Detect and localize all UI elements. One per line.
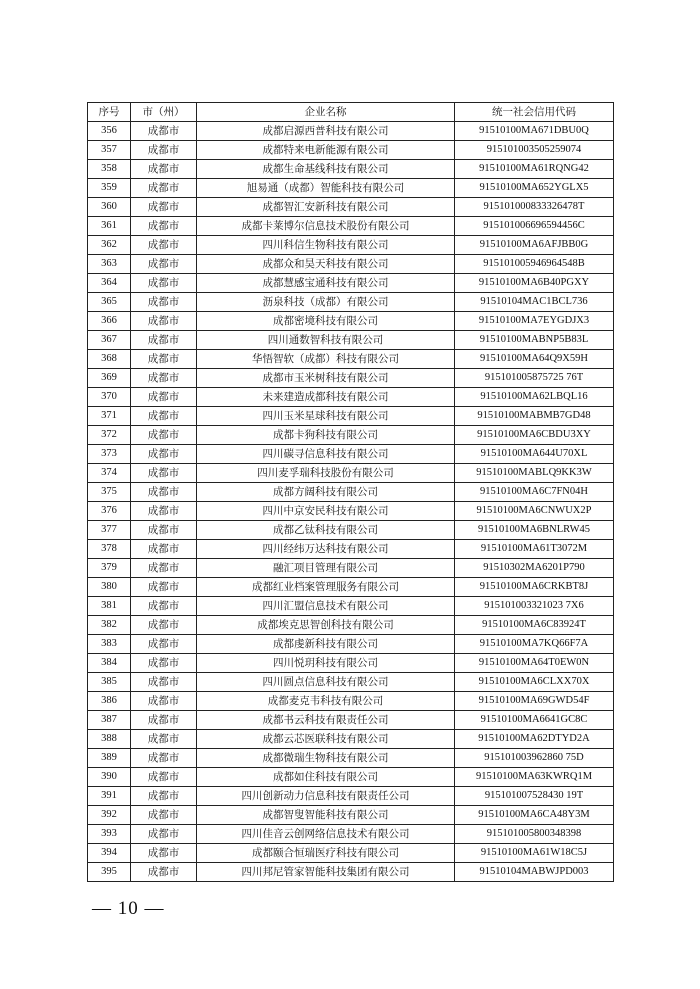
row-seq: 392 (88, 806, 131, 825)
row-company-name: 成都颐合恒瑞医疗科技有限公司 (197, 844, 455, 863)
row-city: 成都市 (131, 483, 197, 502)
row-city: 成都市 (131, 730, 197, 749)
row-seq: 393 (88, 825, 131, 844)
table-row (88, 426, 614, 445)
row-credit-code: 91510100MA6CLXX70X (455, 673, 614, 692)
row-seq: 394 (88, 844, 131, 863)
row-city: 成都市 (131, 407, 197, 426)
table-row (88, 730, 614, 749)
table-row (88, 654, 614, 673)
row-seq: 379 (88, 559, 131, 578)
row-seq: 368 (88, 350, 131, 369)
row-seq: 363 (88, 255, 131, 274)
row-credit-code: 91510100MA61T3072M (455, 540, 614, 559)
row-city: 成都市 (131, 312, 197, 331)
row-city: 成都市 (131, 692, 197, 711)
table-row (88, 692, 614, 711)
table-row (88, 844, 614, 863)
table-row (88, 274, 614, 293)
header-seq: 序号 (88, 103, 131, 122)
row-credit-code: 91510100MA644U70XL (455, 445, 614, 464)
row-credit-code: 91510100MA69GWD54F (455, 692, 614, 711)
row-company-name: 成都卡莱博尔信息技术股份有限公司 (197, 217, 455, 236)
row-seq: 391 (88, 787, 131, 806)
row-company-name: 成都智叟智能科技有限公司 (197, 806, 455, 825)
row-company-name: 成都启源西普科技有限公司 (197, 122, 455, 141)
row-seq: 374 (88, 464, 131, 483)
row-city: 成都市 (131, 825, 197, 844)
row-company-name: 成都智汇安新科技有限公司 (197, 198, 455, 217)
row-company-name: 四川碳寻信息科技有限公司 (197, 445, 455, 464)
row-company-name: 成都众和昊天科技有限公司 (197, 255, 455, 274)
row-seq: 390 (88, 768, 131, 787)
row-seq: 371 (88, 407, 131, 426)
row-city: 成都市 (131, 274, 197, 293)
table-row (88, 616, 614, 635)
row-company-name: 四川悦玥科技有限公司 (197, 654, 455, 673)
row-company-name: 成都虔新科技有限公司 (197, 635, 455, 654)
row-company-name: 融汇项目管理有限公司 (197, 559, 455, 578)
row-company-name: 成都市玉米树科技有限公司 (197, 369, 455, 388)
row-company-name: 成都卡狗科技有限公司 (197, 426, 455, 445)
row-seq: 357 (88, 141, 131, 160)
row-city: 成都市 (131, 198, 197, 217)
row-company-name: 成都方阔科技有限公司 (197, 483, 455, 502)
row-city: 成都市 (131, 654, 197, 673)
row-city: 成都市 (131, 787, 197, 806)
table-row (88, 768, 614, 787)
row-city: 成都市 (131, 711, 197, 730)
row-company-name: 成都红业档案管理服务有限公司 (197, 578, 455, 597)
row-seq: 365 (88, 293, 131, 312)
row-credit-code: 91510100MA61W18C5J (455, 844, 614, 863)
table-row (88, 122, 614, 141)
table-row (88, 236, 614, 255)
table-row (88, 331, 614, 350)
row-seq: 376 (88, 502, 131, 521)
row-city: 成都市 (131, 521, 197, 540)
row-city: 成都市 (131, 673, 197, 692)
row-seq: 375 (88, 483, 131, 502)
table-row (88, 217, 614, 236)
row-credit-code: 91510100MABMB7GD48 (455, 407, 614, 426)
row-company-name: 旭易通（成都）智能科技有限公司 (197, 179, 455, 198)
row-seq: 362 (88, 236, 131, 255)
enterprise-table (87, 102, 614, 882)
row-credit-code: 91510100MA6AFJBB0G (455, 236, 614, 255)
row-company-name: 四川汇盟信息技术有限公司 (197, 597, 455, 616)
page-number: — 10 — (92, 898, 165, 919)
row-company-name: 成都如住科技有限公司 (197, 768, 455, 787)
row-seq: 364 (88, 274, 131, 293)
row-company-name: 四川玉米星球科技有限公司 (197, 407, 455, 426)
row-seq: 381 (88, 597, 131, 616)
row-company-name: 成都云芯医联科技有限公司 (197, 730, 455, 749)
row-city: 成都市 (131, 768, 197, 787)
row-company-name: 四川通数智科技有限公司 (197, 331, 455, 350)
row-credit-code: 91510100MA64T0EW0N (455, 654, 614, 673)
row-company-name: 四川科信生物科技有限公司 (197, 236, 455, 255)
table-row (88, 806, 614, 825)
row-seq: 383 (88, 635, 131, 654)
table-row (88, 749, 614, 768)
row-company-name: 成都密境科技有限公司 (197, 312, 455, 331)
row-city: 成都市 (131, 236, 197, 255)
row-company-name: 成都慧感宝通科技有限公司 (197, 274, 455, 293)
row-seq: 369 (88, 369, 131, 388)
row-city: 成都市 (131, 217, 197, 236)
row-city: 成都市 (131, 844, 197, 863)
table-row (88, 502, 614, 521)
row-seq: 377 (88, 521, 131, 540)
row-city: 成都市 (131, 635, 197, 654)
table-row (88, 350, 614, 369)
row-city: 成都市 (131, 806, 197, 825)
row-city: 成都市 (131, 350, 197, 369)
row-city: 成都市 (131, 293, 197, 312)
table-row (88, 559, 614, 578)
row-company-name: 华悟智软（成都）科技有限公司 (197, 350, 455, 369)
table-row (88, 407, 614, 426)
table-row (88, 141, 614, 160)
row-credit-code: 915101003321023 7X6 (455, 597, 614, 616)
row-city: 成都市 (131, 445, 197, 464)
row-city: 成都市 (131, 578, 197, 597)
row-company-name: 成都书云科技有限责任公司 (197, 711, 455, 730)
table-row (88, 863, 614, 882)
row-credit-code: 91510100MA7KQ66F7A (455, 635, 614, 654)
row-city: 成都市 (131, 597, 197, 616)
table-row (88, 483, 614, 502)
row-credit-code: 915101005800348398 (455, 825, 614, 844)
row-city: 成都市 (131, 863, 197, 882)
row-city: 成都市 (131, 540, 197, 559)
row-credit-code: 915101003962860 75D (455, 749, 614, 768)
row-city: 成都市 (131, 388, 197, 407)
table-row (88, 540, 614, 559)
table-row (88, 521, 614, 540)
header-city: 市（州） (131, 103, 197, 122)
table-row (88, 369, 614, 388)
row-credit-code: 91510100MA6CRKBT8J (455, 578, 614, 597)
table-header-row (88, 103, 614, 122)
row-seq: 361 (88, 217, 131, 236)
row-seq: 367 (88, 331, 131, 350)
row-credit-code: 91510100MA62DTYD2A (455, 730, 614, 749)
header-credit-code: 统一社会信用代码 (455, 103, 614, 122)
row-city: 成都市 (131, 559, 197, 578)
row-credit-code: 91510104MAC1BCL736 (455, 293, 614, 312)
row-credit-code: 91510302MA6201P790 (455, 559, 614, 578)
table-row (88, 464, 614, 483)
row-city: 成都市 (131, 331, 197, 350)
table-row (88, 255, 614, 274)
row-company-name: 四川经纬万达科技有限公司 (197, 540, 455, 559)
row-seq: 378 (88, 540, 131, 559)
row-credit-code: 91510100MA6BNLRW45 (455, 521, 614, 540)
row-credit-code: 91510100MA64Q9X59H (455, 350, 614, 369)
row-company-name: 四川麦孚瑞科技股份有限公司 (197, 464, 455, 483)
row-credit-code: 91510100MA6CNWUX2P (455, 502, 614, 521)
row-company-name: 未来建造成都科技有限公司 (197, 388, 455, 407)
row-credit-code: 91510100MA61RQNG42 (455, 160, 614, 179)
row-city: 成都市 (131, 122, 197, 141)
table-row (88, 787, 614, 806)
row-credit-code: 91510100MA6CA48Y3M (455, 806, 614, 825)
row-credit-code: 91510100MA6C83924T (455, 616, 614, 635)
row-seq: 380 (88, 578, 131, 597)
row-seq: 382 (88, 616, 131, 635)
table-row (88, 312, 614, 331)
row-seq: 388 (88, 730, 131, 749)
table-row (88, 597, 614, 616)
row-company-name: 四川圆点信息科技有限公司 (197, 673, 455, 692)
row-company-name: 成都微瑞生物科技有限公司 (197, 749, 455, 768)
row-seq: 366 (88, 312, 131, 331)
row-credit-code: 915101003505259074 (455, 141, 614, 160)
row-city: 成都市 (131, 426, 197, 445)
row-credit-code: 915101000833326478T (455, 198, 614, 217)
row-company-name: 成都生命基线科技有限公司 (197, 160, 455, 179)
row-company-name: 四川邦尼管家智能科技集团有限公司 (197, 863, 455, 882)
table-row (88, 160, 614, 179)
row-credit-code: 91510100MA6C7FN04H (455, 483, 614, 502)
table-row (88, 388, 614, 407)
row-city: 成都市 (131, 464, 197, 483)
row-city: 成都市 (131, 179, 197, 198)
row-company-name: 成都埃克思智创科技有限公司 (197, 616, 455, 635)
row-company-name: 成都麦克韦科技有限公司 (197, 692, 455, 711)
row-city: 成都市 (131, 160, 197, 179)
row-credit-code: 91510100MA62LBQL16 (455, 388, 614, 407)
row-credit-code: 91510100MA671DBU0Q (455, 122, 614, 141)
row-seq: 395 (88, 863, 131, 882)
row-company-name: 沥泉科技（成都）有限公司 (197, 293, 455, 312)
row-credit-code: 91510104MABWJPD003 (455, 863, 614, 882)
row-seq: 373 (88, 445, 131, 464)
row-credit-code: 91510100MA6641GC8C (455, 711, 614, 730)
row-company-name: 四川中京安民科技有限公司 (197, 502, 455, 521)
header-company-name: 企业名称 (197, 103, 455, 122)
row-seq: 385 (88, 673, 131, 692)
row-city: 成都市 (131, 141, 197, 160)
row-seq: 358 (88, 160, 131, 179)
table-row (88, 578, 614, 597)
row-city: 成都市 (131, 749, 197, 768)
table-row (88, 198, 614, 217)
row-city: 成都市 (131, 502, 197, 521)
row-credit-code: 91510100MA63KWRQ1M (455, 768, 614, 787)
row-seq: 384 (88, 654, 131, 673)
row-company-name: 四川创新动力信息科技有限责任公司 (197, 787, 455, 806)
row-seq: 389 (88, 749, 131, 768)
row-company-name: 成都乙钛科技有限公司 (197, 521, 455, 540)
row-city: 成都市 (131, 369, 197, 388)
table-row (88, 635, 614, 654)
row-company-name: 四川佳音云创网络信息技术有限公司 (197, 825, 455, 844)
row-seq: 356 (88, 122, 131, 141)
row-credit-code: 91510100MA7EYGDJX3 (455, 312, 614, 331)
row-seq: 360 (88, 198, 131, 217)
row-credit-code: 91510100MA6CBDU3XY (455, 426, 614, 445)
table-row (88, 673, 614, 692)
table-row (88, 711, 614, 730)
table-row (88, 293, 614, 312)
row-seq: 386 (88, 692, 131, 711)
table-row (88, 825, 614, 844)
row-credit-code: 915101007528430 19T (455, 787, 614, 806)
row-credit-code: 91510100MABLQ9KK3W (455, 464, 614, 483)
row-credit-code: 91510100MA6B40PGXY (455, 274, 614, 293)
row-credit-code: 915101005875725 76T (455, 369, 614, 388)
row-seq: 370 (88, 388, 131, 407)
row-seq: 387 (88, 711, 131, 730)
row-credit-code: 915101005946964548B (455, 255, 614, 274)
row-credit-code: 915101006696594456C (455, 217, 614, 236)
row-city: 成都市 (131, 255, 197, 274)
row-seq: 359 (88, 179, 131, 198)
table-row (88, 445, 614, 464)
row-company-name: 成都特来电新能源有限公司 (197, 141, 455, 160)
row-credit-code: 91510100MABNP5B83L (455, 331, 614, 350)
table-row (88, 179, 614, 198)
row-seq: 372 (88, 426, 131, 445)
row-city: 成都市 (131, 616, 197, 635)
row-credit-code: 91510100MA652YGLX5 (455, 179, 614, 198)
